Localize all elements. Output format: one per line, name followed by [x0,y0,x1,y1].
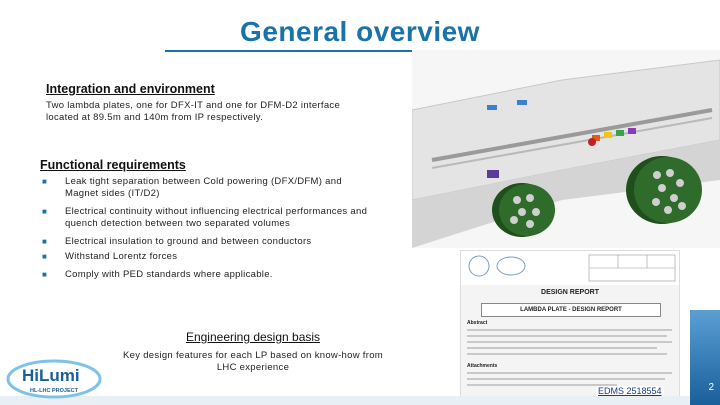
svg-text:HiLumi: HiLumi [22,366,80,385]
bullet-icon: ■ [42,207,48,216]
integration-heading: Integration and environment [46,82,215,96]
list-item: ■ Leak tight separation between Cold powering (DFX/DFM) and Magnet sides (IT/D2) [42,176,342,199]
engineering-heading: Engineering design basis [185,330,321,344]
list-item: ■ Comply with PED standards where applicable. [42,269,273,280]
report-header [461,251,679,285]
attachment-label: Attachments [467,363,498,369]
page-number: 2 [708,382,714,393]
report-text-line [467,384,617,386]
functional-list [40,176,370,284]
design-report-label: DESIGN REPORT [541,289,599,296]
report-text-line [467,335,667,337]
list-item: ■ Withstand Lorentz forces [42,251,178,262]
integration-diagram [412,50,720,248]
report-logos [461,251,679,285]
page-title: General overview [240,16,480,47]
list-item: ■ Electrical insulation to ground and between conductors [42,236,312,247]
bullet-icon: ■ [42,237,48,246]
corner-decoration [690,310,720,405]
report-text-line [467,372,672,374]
bullet-icon: ■ [42,177,48,186]
report-text-line [467,353,667,355]
abstract-label: Abstract [467,320,488,326]
lambda-plate-report-title: LAMBDA PLATE - DESIGN REPORT [481,303,661,317]
engineering-text: Key design features for each LP based on know-how from LHC experience [123,350,383,373]
report-text-line [467,378,665,380]
edms-link[interactable]: EDMS 2518554 [598,386,662,396]
functional-heading: Functional requirements [40,158,186,172]
design-report-thumbnail [460,250,680,402]
bullet-icon: ■ [42,270,48,279]
list-item: ■ Electrical continuity without influencing electrical performances and quench detection between two separated volumes [42,206,368,229]
hilumi-logo [6,355,106,399]
footer-band [0,396,720,405]
report-text-line [467,347,657,349]
report-text-line [467,329,672,331]
report-text-line [467,341,672,343]
bullet-icon: ■ [42,252,48,261]
engineering-section [112,330,394,388]
svg-text:HL-LHC PROJECT: HL-LHC PROJECT [30,388,78,394]
integration-text: Two lambda plates, one for DFX-IT and one for DFM-D2 interface located at 89.5m and 140m from IP respectively. [46,100,341,123]
